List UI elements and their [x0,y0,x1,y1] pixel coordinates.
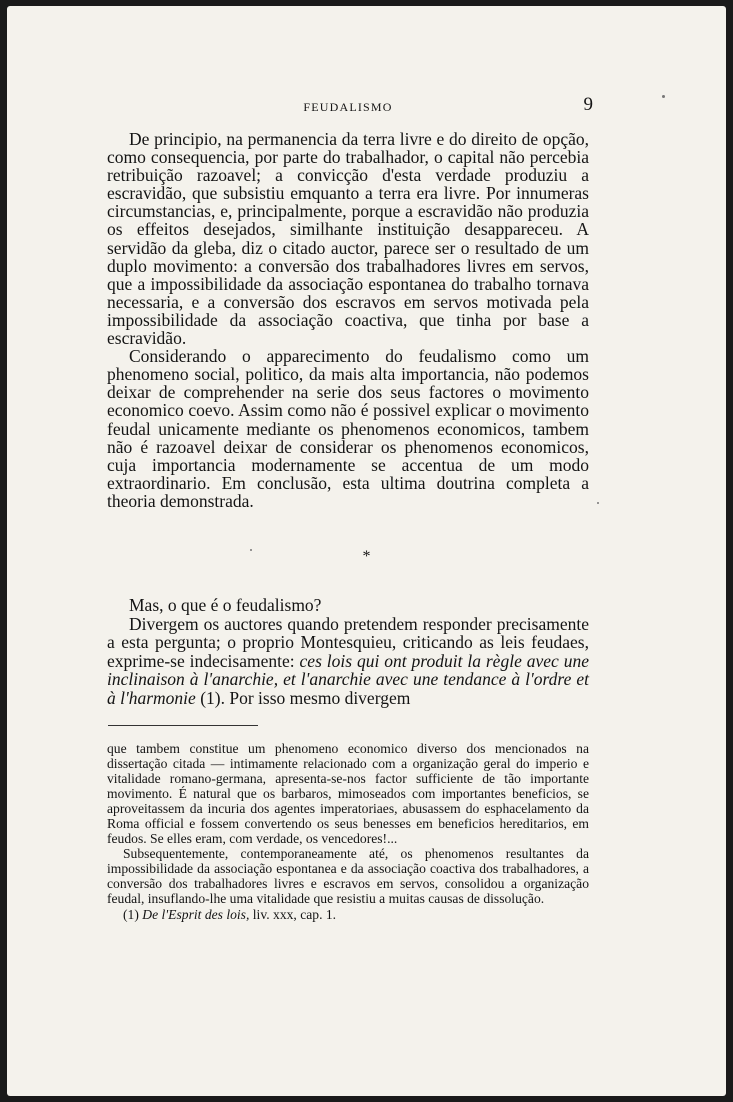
footnote-ref-rest: liv. xxx, cap. 1. [249,907,337,922]
footnote-1 [107,907,589,922]
paragraph: De principio, na permanencia da terra livre e do direito de opção, como consequencia, por parte do trabalhador, o capital não percebia retribuição razoavel; a convicção d'esta verdade produziu a escravidão, que subsistiu emquanto a terra era livre. Por innumeras circumstancias, e, principalmente, porque a escravidão não produzia os effeitos desejados, similhante instituição desappareceu. A servidão da gleba, diz o citado auctor, parece ser o resultado de um duplo movimento: a conversão dos trabalhadores livres em servos, que a impossibilidade da associação espontanea do trabalho tornava necessaria, e a conversão dos escravos em servos motivada pela impossibilidade da associação coactiva, que tinha por base a escravidão. [107,129,589,349]
paper-speck [250,549,252,551]
footnote-ref-title: De l'Esprit des lois, [142,907,250,922]
section-separator: * [362,548,371,565]
book-page [7,6,726,1096]
montesquieu-quote: ces lois qui ont produit la règle avec une inclinaison à l'anarchie, et l'anarchie avec une tendance à l'ordre et à l'harmonie [107,650,589,708]
footnote-marker: (1) [123,907,143,922]
footnote-paragraph: Subsequentemente, contemporaneamente até, os phenomenos resultantes da impossibilidade da associação espontanea e da associação coactiva dos trabalhadores, a conversão dos trabalhadores livres e escravos em servos, consolidou a organização feudal, insuflando-lhe uma vitalidade que resistiu a muitas causas de dissolução. [107,846,589,906]
footnotes [107,741,589,922]
paper-speck [597,502,599,504]
main-text-section-2 [107,596,589,708]
footnote-rule [108,725,258,726]
footnote-continuation: que tambem constitue um phenomeno economico diverso dos mencionados na dissertação citada — intimamente relacionado com a organização geral do imperio e vitalidade romano-germana, apresenta-se-nos factor sufficiente de tão importante movimento. É natural que os barbaros, mimoseados com importantes beneficios, se aproveitassem da incuria dos agentes imperatoriaes, abusassem do esphacelamento da Roma official e fossem convertendo os seus benesses em beneficios hereditarios, em feudos. Se elles eram, com verdade, os vencedores!... [107,741,589,846]
paragraph: Mas, o que é o feudalismo? [129,595,322,615]
main-text [107,130,589,510]
paragraph-text: (1). Por isso mesmo divergem [195,687,411,708]
page-header [103,94,593,118]
running-title: FEUDALISMO [303,100,393,114]
paper-speck [662,95,665,98]
paragraph-text: Divergem os auctores quando pretendem responder precisamente a esta pergunta; o proprio Montesquieu, criticando as leis feudaes, exprime-se indecisamente: [107,613,589,671]
paragraph: Considerando o apparecimento do feudalismo como um phenomeno social, politico, da mais alta importancia, não podemos deixar de comprehender na serie dos seus factores o movimento economico coevo. Assim como não é possivel explicar o movimento feudal unicamente mediante os phenomenos economicos, tambem não é razoavel deixar de considerar os phenomenos economicos, cuja importancia modernamente se accentua de um modo extraordinario. Em conclusão, esta ultima doutrina completa a theoria demonstrada. [107,346,589,511]
page-number: 9 [583,94,593,115]
paragraph [107,615,589,708]
